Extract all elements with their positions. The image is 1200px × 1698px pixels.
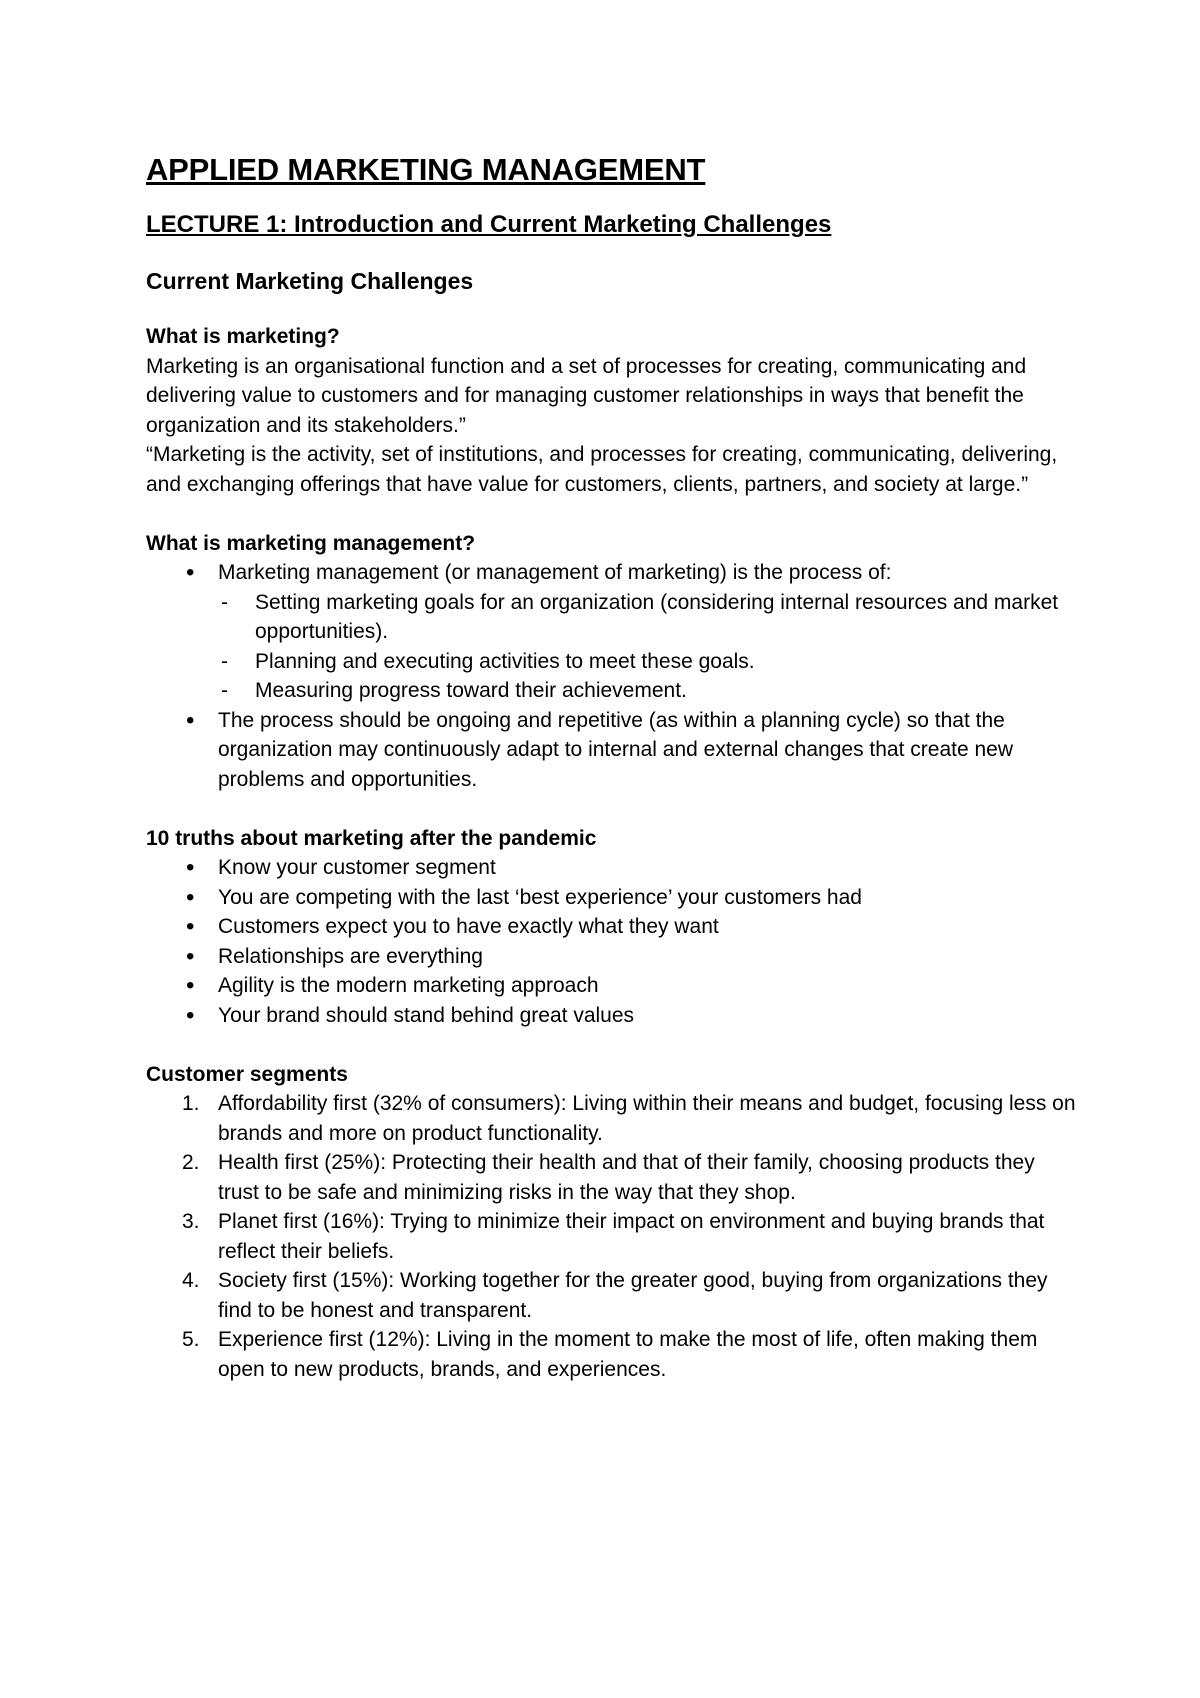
marketing-definition-2: “Marketing is the activity, set of institutions, and processes for creating, communicating, delivering, and exchanging offerings that have value for customers, clients, partners, and society at large.” [146,443,1058,496]
segment-text: Planet first (16%): Trying to minimize their impact on environment and buying brands that reflect their beliefs. [218,1210,1045,1263]
list-item: • Know your customer segment [146,853,1076,883]
list-number: 3. [182,1210,200,1233]
truths-list [146,853,1076,1030]
list-number: 5. [182,1328,200,1351]
list-item: • You are competing with the last ‘best experience’ your customers had [146,883,1076,913]
list-number: 2. [182,1151,200,1174]
document-title: APPLIED MARKETING MANAGEMENT [146,152,706,187]
segment-text: Society first (15%): Working together for the greater good, buying from organizations they find to be honest and transparent. [218,1269,1048,1322]
management-bullet-1-text: Marketing management (or management of marketing) is the process of: [218,561,892,584]
segments-list [146,1089,1076,1384]
marketing-section [146,322,1076,499]
list-item: • The process should be ongoing and repetitive (as within a planning cycle) so that the organization may continuously adapt to internal and external changes that create new problems and opportunities. [146,706,1076,795]
marketing-definition-1: Marketing is an organisational function and a set of processes for creating, communicating and delivering value to customers and for managing customer relationships in ways that benefit the organization and its stakeholders.” [146,354,1027,437]
management-bullets [146,558,1076,794]
list-item [146,558,1076,706]
list-item: • Agility is the modern marketing approach [146,971,1076,1001]
management-heading: What is marketing management? [146,531,476,555]
segment-text: Experience first (12%): Living in the moment to make the most of life, often making them open to new products, brands, and experiences. [218,1328,1038,1381]
list-item: - Measuring progress toward their achievement. [218,676,1076,706]
lecture-title: LECTURE 1: Introduction and Current Marketing Challenges [146,211,832,238]
list-item [146,1266,1076,1325]
marketing-heading: What is marketing? [146,325,340,348]
list-number: 1. [182,1092,200,1115]
list-item: - Planning and executing activities to meet these goals. [218,647,1076,677]
segments-heading: Customer segments [146,1062,348,1086]
list-item [146,1089,1076,1148]
section-title: Current Marketing Challenges [146,268,474,294]
management-section [146,529,1076,795]
segment-text: Health first (25%): Protecting their health and that of their family, choosing products they trust to be safe and minimizing risks in the way that they shop. [218,1151,1035,1204]
list-number: 4. [182,1269,200,1292]
truths-heading: 10 truths about marketing after the pandemic [146,826,597,850]
document-page [146,150,1076,1384]
segment-text: Affordability first (32% of consumers): Living within their means and budget, focusing less on brands and more on product functionality. [218,1092,1076,1145]
list-item [146,1207,1076,1266]
list-item [146,1325,1076,1384]
list-item: • Your brand should stand behind great values [146,1001,1076,1031]
list-item: • Customers expect you to have exactly what they want [146,912,1076,942]
list-item: - Setting marketing goals for an organization (considering internal resources and market opportunities). [218,588,1076,647]
management-sub-list [218,588,1076,706]
list-item [146,1148,1076,1207]
segments-section [146,1060,1076,1385]
truths-section [146,824,1076,1031]
list-item: • Relationships are everything [146,942,1076,972]
